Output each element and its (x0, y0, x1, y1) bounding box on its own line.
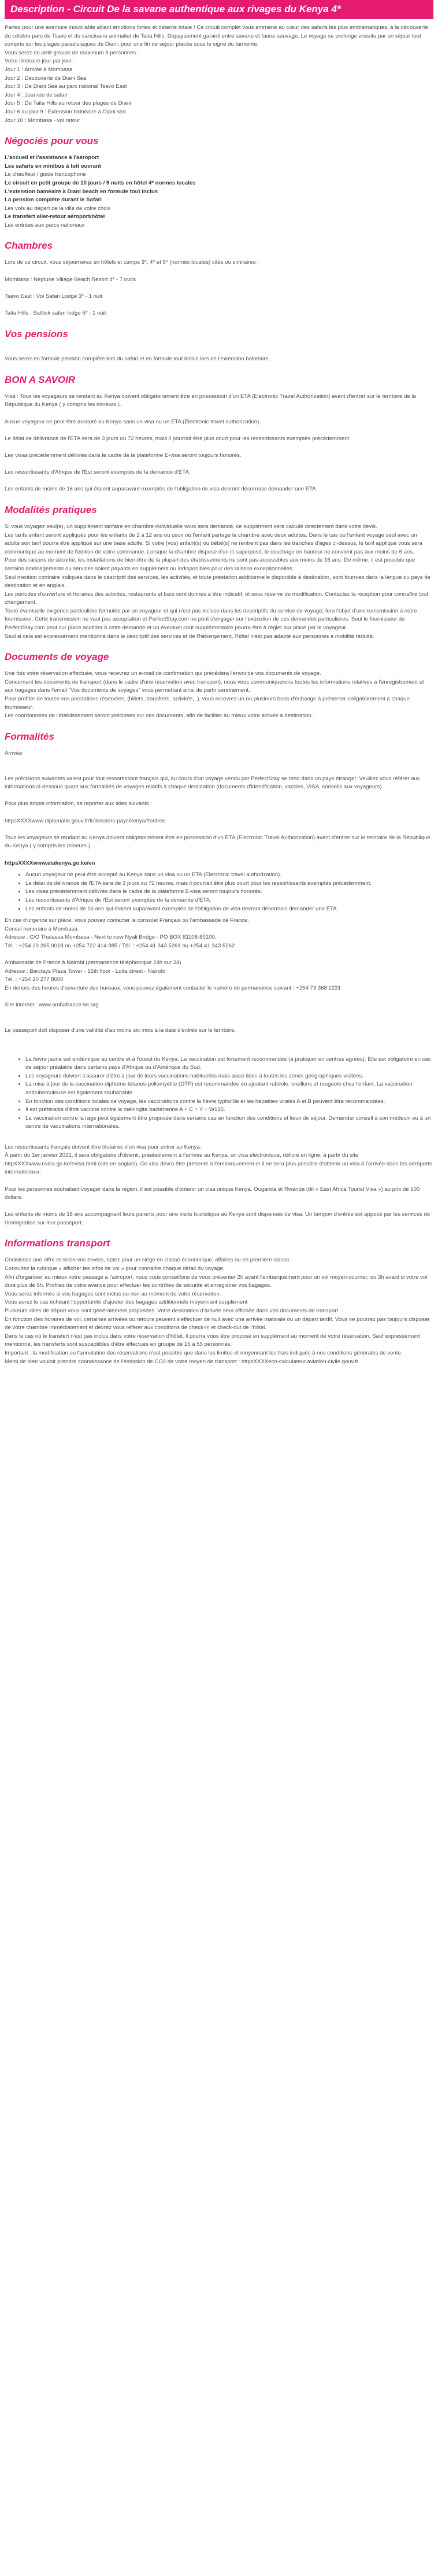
blank-line (5, 460, 433, 469)
blank-line (5, 409, 433, 418)
visa-line: Les enfants de moins de 16 ans accompagnant leurs parents pour une visite touristique au Kenya sont dispensés de visa. Un tampon d'entrée est apposé par les services de l'immigration sur leur passeport. (5, 1211, 430, 1226)
blank-line (5, 347, 433, 356)
health-bullet-list (5, 1056, 433, 1131)
formalites-line: Arrivée (5, 750, 23, 756)
pensions-text (5, 347, 433, 364)
itinerary-day: Jour 1 : Arrivée à Mombasa (5, 66, 73, 73)
bon-a-savoir-line: Visa : Tous les voyageurs se rendant au Kenya doivent obligatoirement être en possession d'un ETA (Electronic Travel Authorization) avant d'entrer sur le territoire de la République du Kenya ( y compris les mineurs ). (5, 393, 416, 408)
blank-line (5, 426, 433, 435)
consulat-line: En cas d'urgence sur place, vous pouvez contacter le consulat Français ou l'ambassade de France. (5, 917, 249, 924)
negocie-item: Le circuit en petit groupe de 10 jours / 9 nuits en hôtel 4* normes locales (5, 179, 196, 186)
banner-title: Description - Circuit De la savane authentique aux rivages du Kenya 4* (10, 3, 341, 14)
negocie-item: La pension complète durant le Safari (5, 197, 102, 204)
hotel-line: Tsavo East : Voi Safari Lodge 3* - 1 nuit (5, 293, 103, 300)
documents-text (5, 670, 433, 721)
description-line: Vous serez en petit groupe de maximum 6 personnes. (5, 49, 138, 56)
transport-line: Vous aurez le cas échéant l'opportunité d'ajouter des bagages additionnels moyennant supplément (5, 1299, 248, 1306)
blank-line (5, 758, 433, 766)
consulat-line: En dehors des heures d'ouverture des bureaux, vous pouvez également contacter le numéro de permanence suivant : +254 73 368 2231 (5, 984, 341, 991)
bon-a-savoir-line: Aucun voyageur ne peut être accepté au Kenya sans un visa ou un ETA (Electronic travel authorization). (5, 418, 261, 425)
documents-line: Une fois votre réservation effectuée, vous recevrez un e-mail de confirmation qui précédera l'envoi de vos documents de voyage. (5, 670, 321, 677)
blank-line (5, 1202, 433, 1211)
formalites-line: Les précisions suivantes valent pour tout ressortissant français qui, au cours d'un voyage vendu par PerfectStay se rend dans un pays étranger. Veuillez vous référer aux informations ci-dessous quant aux formalités de voyages relatifs à chaque destination (documents d'identification, vaccins, VISA, conseils aux voyageurs). (5, 775, 420, 791)
transport-line: Merci de bien vouloir prendre connaissance de l'émission de CO2 de votre moyen de transport : httpsXXXXeco-calculateur.aviation-civile.gouv.fr (5, 1358, 359, 1365)
formalites-line: Tous les voyageurs se rendant au Kenya doivent obligatoirement être en possession d'un ETA (Electronic Travel Authorization) avant d'entrer sur le territoire de la République du Kenya ( y compris les mineurs ). (5, 834, 430, 850)
consulat-line: Consul honoraire à Mombasa. (5, 925, 79, 932)
formalites-line: Pour plus ample information, se reporter aux sites suivants : (5, 800, 152, 807)
section-title-chambres: Chambres (5, 240, 53, 252)
blank-line (5, 284, 433, 293)
negocie-item: Les vols au départ de la ville de votre choix (5, 205, 111, 212)
section-title-negocies: Négociés pour vous (5, 135, 99, 147)
bon-a-savoir-line: Le délai de délivrance de l'ETA sera de 3 jours ou 72 heures, mais il pourrait être plus court pour les ressortissants exemptés précédemment. (5, 435, 351, 442)
itinerary-day: Jour 6 au jour 9 : Extension balnéaire à Diani sea (5, 108, 126, 115)
transport-line: Important : la modification ou l'annulation des réservations n'est possible que dans les limites et moyennant les frais indiqués à nos conditions générales de vente. (5, 1350, 403, 1356)
description-line: Votre itinéraire jour par jour : (5, 58, 75, 65)
consulat-line: Tél. : +254 20 265 0018 ou +254 722 414 985 / Tél. : +254 41 343 5261 ou +254 41 343 5262 (5, 942, 235, 949)
modalites-line: Seul mention contraire indiquée dans le descriptif des services, les activités, et toute prestation additionnelle disponible à destination, sont fournies dans la langue du pays de destination et en anglais. (5, 574, 431, 589)
visa-line: À partir du 1er janvier 2021, il sera obligatoire d'obtenir, préalablement à l'arrivée au Kenya, un visa électronique, délivré en ligne, à partir du site httpXXXXwww.evisa.go.ke/evisa.html (site en anglais). Ce visa devra être présenté à l'embarquement et il ne sera plus possible d'obtenir un visa à l'arrivée dans les aéroports internationaux. (5, 1152, 432, 1176)
description-text (5, 24, 433, 125)
negocie-item: L'extension balnéaire à Diani beach en formule tout inclus (5, 188, 158, 195)
pensions-line: Vous serez en formule pension complète lors du safari et en formule tout inclus lors de l'extension balnéaire. (5, 356, 270, 363)
eta-bullet: • Les enfants de moins de 16 ans qui étaient auparavant exemptés de l'obligation de visa devront désormais demander une ETA (25, 905, 433, 914)
documents-line: Les coordonnées de l'établissement seront précisées sur ces documents, afin de faciliter au mieux votre arrivée à destination. (5, 713, 313, 719)
itinerary-day: Jour 10 : Mombasa - vol retour (5, 117, 80, 124)
documents-line: Concernant les documents de transport (dans le cadre d'une réservation avec transport), nous vous communiquerons toutes les informations relatives à l'enregistrement et aux bagages dans l'email "Vos documents de voyages" vous permettant ainsi de partir sereinement. (5, 678, 424, 694)
health-bullet: • Il est préférable d'être vacciné contre la méningite bactérienne A + C + Y + W135. (25, 1106, 433, 1114)
negocie-item: L'accueil et l'assistance à l'aéroport (5, 154, 99, 161)
transport-line: Plusieurs villes de départ vous sont généralement proposées. Votre destination d'arrivée sera affichée dans vos documents de transport. (5, 1308, 340, 1315)
section-title-formalites: Formalités (5, 730, 54, 742)
formalites-text (5, 750, 433, 1228)
bon-a-savoir-line: Les ressortissants d'Afrique de l'Est seront exemptés de la demande d'ETA. (5, 469, 191, 476)
bon-a-savoir-line: Les enfants de moins de 16 ans qui étaient auparavant exemptés de l'obligation de visa devront désormais demander une ETA (5, 486, 316, 493)
documents-line: Pour profiter de toutes vos prestations réservées, (billets, transferts, activités,..), vous recevrez un ou plusieurs bons d'échange à présenter obligatoirement à chaque fournisseur. (5, 696, 410, 711)
blank-line (5, 992, 433, 1001)
modalites-text (5, 523, 433, 641)
eta-bullet: • Le délai de délivrance de l'ETA sera de 3 jours ou 72 heures, mais il pourrait être plus court pour les ressortissants exemptés précédemment. (25, 880, 433, 888)
eta-bullet: • Aucun voyageur ne peut être accepté au Kenya sans un visa ou un ETA (Electronic travel authorization). (25, 871, 433, 880)
chambres-line: Lors de ce circuit, vous séjournerez en hôtels et camps 3*, 4* et 5* (normes locales) cités ou similaires : (5, 259, 259, 266)
visa-line: Les ressortissants français doivent être titulaires d'un visa pour entrer au Kenya. (5, 1143, 202, 1150)
blank-line (5, 851, 433, 859)
blank-line (5, 792, 433, 800)
description-banner (5, 0, 433, 19)
eta-bullet: • Les ressortissants d'Afrique de l'Est seront exemptés de la demande d'ETA. (25, 896, 433, 905)
modalites-line: Les périodes d'ouverture et horaires des activités, restaurants et bars sont donnés à titre indicatif, et sous réserve de modification. Contactez la réception pour connaître tout changement. (5, 591, 428, 606)
ambassade-site: Site internet : www.ambafrance-ke.org (5, 1002, 99, 1009)
modalites-line: Toute éventuelle exigence particulière formulée par un voyageur et qui n'est pas incluse dans les descriptifs du service de voyage, fera l'objet d'une transmission à notre fournisseur. Cette transmission ne vaut pas acceptation et PerfectStay.com ne peut s'engager sur l'exécution de ces demandes particulières. Seul le fournisseur de PerfectStay.com peut sur place accéder à cette demande et un éventuel coût supplémentaire pourra être à régler sur place par le voyageur. (5, 607, 417, 632)
consulat-line: Adresse : C/O Thalassa Mombasa - Next to new Nyali Bridge - PO BOX 81108-80100. (5, 934, 217, 941)
transport-line: Consultez la rubrique « afficher les infos de vol » pour connaître chaque détail du voyage. (5, 1265, 225, 1272)
modalites-line: Seul si cela est expressément mentionné dans le descriptif des services et de l'hébergement, l'hôtel n'est pas adapté aux personnes à mobilité réduite. (5, 633, 374, 640)
eta-bullet-list (5, 871, 433, 913)
health-bullet: • La vaccination contre la rage peut également être proposée dans certains cas en fonction des conditions et lieux de séjour. Demander conseil à son médecin ou à un centre de vaccinations internationales. (25, 1114, 433, 1131)
transport-line: En fonction des horaires de vol, certaines arrivées ou retours peuvent s'effectuer de nuit avec une arrivée matinale ou un départ tardif. Vous ne pourrez pas toujours disposer de votre chambre immédiatement et devrez vous référer aux conditions de check-in et check-out de l'hôtel. (5, 1316, 430, 1331)
consulat-line: Ambassade de France à Nairobi (permanence téléphonique 24h sur 24) (5, 959, 181, 966)
transport-line: Choisissez une offre et selon vos envies, optez pour un siège en classe économique, affaires ou en première classe. (5, 1257, 291, 1264)
negocie-item: Les safaris en minibus à toit ouvrant (5, 163, 101, 169)
negocies-list (5, 154, 433, 230)
blank-line (5, 825, 433, 834)
itinerary-day: Jour 4 : Journée de safari (5, 91, 68, 98)
health-bullet: • La fièvre jaune est endémique au centre et à l'ouest du Kenya. La vaccination est fortement recommandée (à pratiquer en centres agréés). Elle est obligatoire en cas de séjour préalable dans certains pays d'Afrique ou d'Amérique du Sud. (25, 1056, 433, 1072)
blank-line (5, 1135, 433, 1143)
blank-line (5, 1043, 433, 1052)
blank-line (5, 1035, 433, 1043)
visa-line: Pour les personnes souhaitant voyager dans la région, il est possible d'obtenir un visa unique Kenya, Ouganda et Rwanda (dit « East Africa Tourist Visa ») au prix de 100 dollars. (5, 1186, 420, 1201)
section-title-modalites: Modalités pratiques (5, 504, 97, 515)
transport-line: Vous serez informés si vos bagages sont inclus ou non au moment de votre réservation. (5, 1290, 221, 1297)
health-bullet: • En fonction des conditions locales de voyage, les vaccinations contre la fièvre typhoïde et les hépatites virales A et B peuvent être recommandées. (25, 1098, 433, 1106)
negocie-item: Le chauffeur / guide francophone (5, 171, 86, 178)
negocie-item: Les entrées aux parcs nationaux (5, 222, 85, 228)
bon-a-savoir-line: Les visas précédemment délivrés dans le cadre de la plateforme E-visa seront toujours honorés. (5, 452, 242, 459)
chambres-text (5, 259, 433, 318)
transport-line: Dans le cas où le transfert n'est pas inclus dans votre réservation d'hôtel, il pourra vous être proposé en supplément au moment de votre réservation. Sauf expressément mentionné, les transferts sont susceptibles d'être effectués en groupe de 15 à 55 personnes. (5, 1333, 420, 1348)
bon-a-savoir-text (5, 393, 433, 494)
modalites-line: Si vous voyagez seul(e), un supplément tarifaire en chambre individuelle vous sera demandé, ce supplément sera calculé directement dans votre devis. (5, 523, 377, 530)
blank-line (5, 1018, 433, 1027)
passport-line: Le passeport doit disposer d'une validité d'au moins six mois à la date d'entrée sur le territoire. (5, 1027, 236, 1034)
modalites-line: Pour des raisons de sécurité, les installations de bien-être de la plupart des établissements ne sont pas accessibles aux moins de 16 ans. De même, il est possible que certains aménagements ou services soient payants en supplément ou indisponibles pour des raisons exceptionnelles. (5, 557, 415, 572)
eta-link[interactable]: httpsXXXXwww.etakenya.go.ke/en (5, 859, 95, 866)
transport-line: Afin d'organiser au mieux votre passage à l'aéroport, nous vous conseillons de vous présenter 2h avant l'embarquement pour un vol moyen-courrier, ou 3h avant si votre vol dure plus de 5h. Profitez de votre avance pour effectuer les contrôles de sécurité et enregistrer vos bagages. (5, 1274, 428, 1289)
consulat-line: Tél. : +254 20 277 8000 (5, 976, 64, 983)
blank-line (5, 267, 433, 276)
section-title-documents: Documents de voyage (5, 651, 109, 663)
modalites-line: Les tarifs enfant seront appliqués pour les enfants de 2 à 12 ans ou ceux où l'enfant partage la chambre avec deux adultes. Dans le cas où l'enfant voyage seul avec un adulte son tarif pourra être appliqué sur une base adulte. Si votre (vos) enfant(s) ou bébé(s) ne rentrent pas dans les tranches d'âges ci-dessus, le tarif appliqué vous sera communiqué au moment de l'édition de votre commande. Lorsque la chambre dispose d'un lit superposé, le couchage en hauteur ne convient pas aux moins de 6 ans. (5, 532, 422, 555)
transport-text (5, 1256, 433, 1366)
health-bullet: • Les voyageurs doivent s'assurer d'être à jour de leurs vaccinations habituelles mais aussi liées à toutes les zones géographiques visitées. (25, 1072, 433, 1081)
blank-line (5, 301, 433, 309)
hotel-line: Taita Hills : Saltlick safari lodge 5* - 1 nuit (5, 310, 106, 317)
itinerary-day: Jour 3 : De Diani Sea au parc national Tsavo East (5, 83, 127, 90)
itinerary-day: Jour 2 : Découverte de Diani Sea (5, 75, 87, 82)
section-title-transport: Informations transport (5, 1238, 110, 1249)
blank-line (5, 809, 433, 817)
blank-line (5, 1010, 433, 1018)
consulat-line: Adresse : Barclays Plaza Tower - 15th floor - Loita street - Nairobi (5, 968, 166, 975)
description-line: Partez pour une aventure inoubliable alliant émotions fortes et détente totale ! Ce circuit complet vous emmène au cœur des safaris les plus emblématiques, à la découverte du célèbre parc de Tsavo et du sanctuaire animalier de Taita Hills. Dépaysement garanti entre savane et faune sauvage. Le voyage se prolonge ensuite par un séjour tout compris sur les plages paradisiaques de Diani, pour une fin de séjour placée sous le signe du farniente. (5, 24, 428, 48)
blank-line (5, 950, 433, 959)
negocie-item: Le transfert aller-retour aéroport/hôtel (5, 213, 105, 220)
eta-bullet: • Les visas précédemment délivrés dans le cadre de la plateforme E-visa seront toujours honorés. (25, 888, 433, 896)
blank-line (5, 1177, 433, 1186)
blank-line (5, 766, 433, 775)
section-title-bon-a-savoir: BON A SAVOIR (5, 374, 76, 385)
health-bullet: • La mise à jour de la vaccination diphtérie-tétanos-poliomyélite (DTP) est recommandée en ajoutant rubéole, oreillons et rougeole chez l'enfant. La vaccination antituberculeuse est également souhaitable. (25, 1080, 433, 1097)
blank-line (5, 477, 433, 486)
hotel-line: Mombasa : Neptune Village Beach Resort 4* - 7 nuits (5, 276, 136, 283)
section-title-pensions: Vos pensions (5, 328, 68, 339)
itinerary-day: Jour 5 : De Taita Hills au retour des plages de Diani (5, 100, 131, 107)
diplomatie-link[interactable]: httpsXXXXwww.diplomatie.gouv.fr/fr/dossiers-pays/kenya/#entree (5, 817, 166, 824)
blank-line (5, 443, 433, 452)
